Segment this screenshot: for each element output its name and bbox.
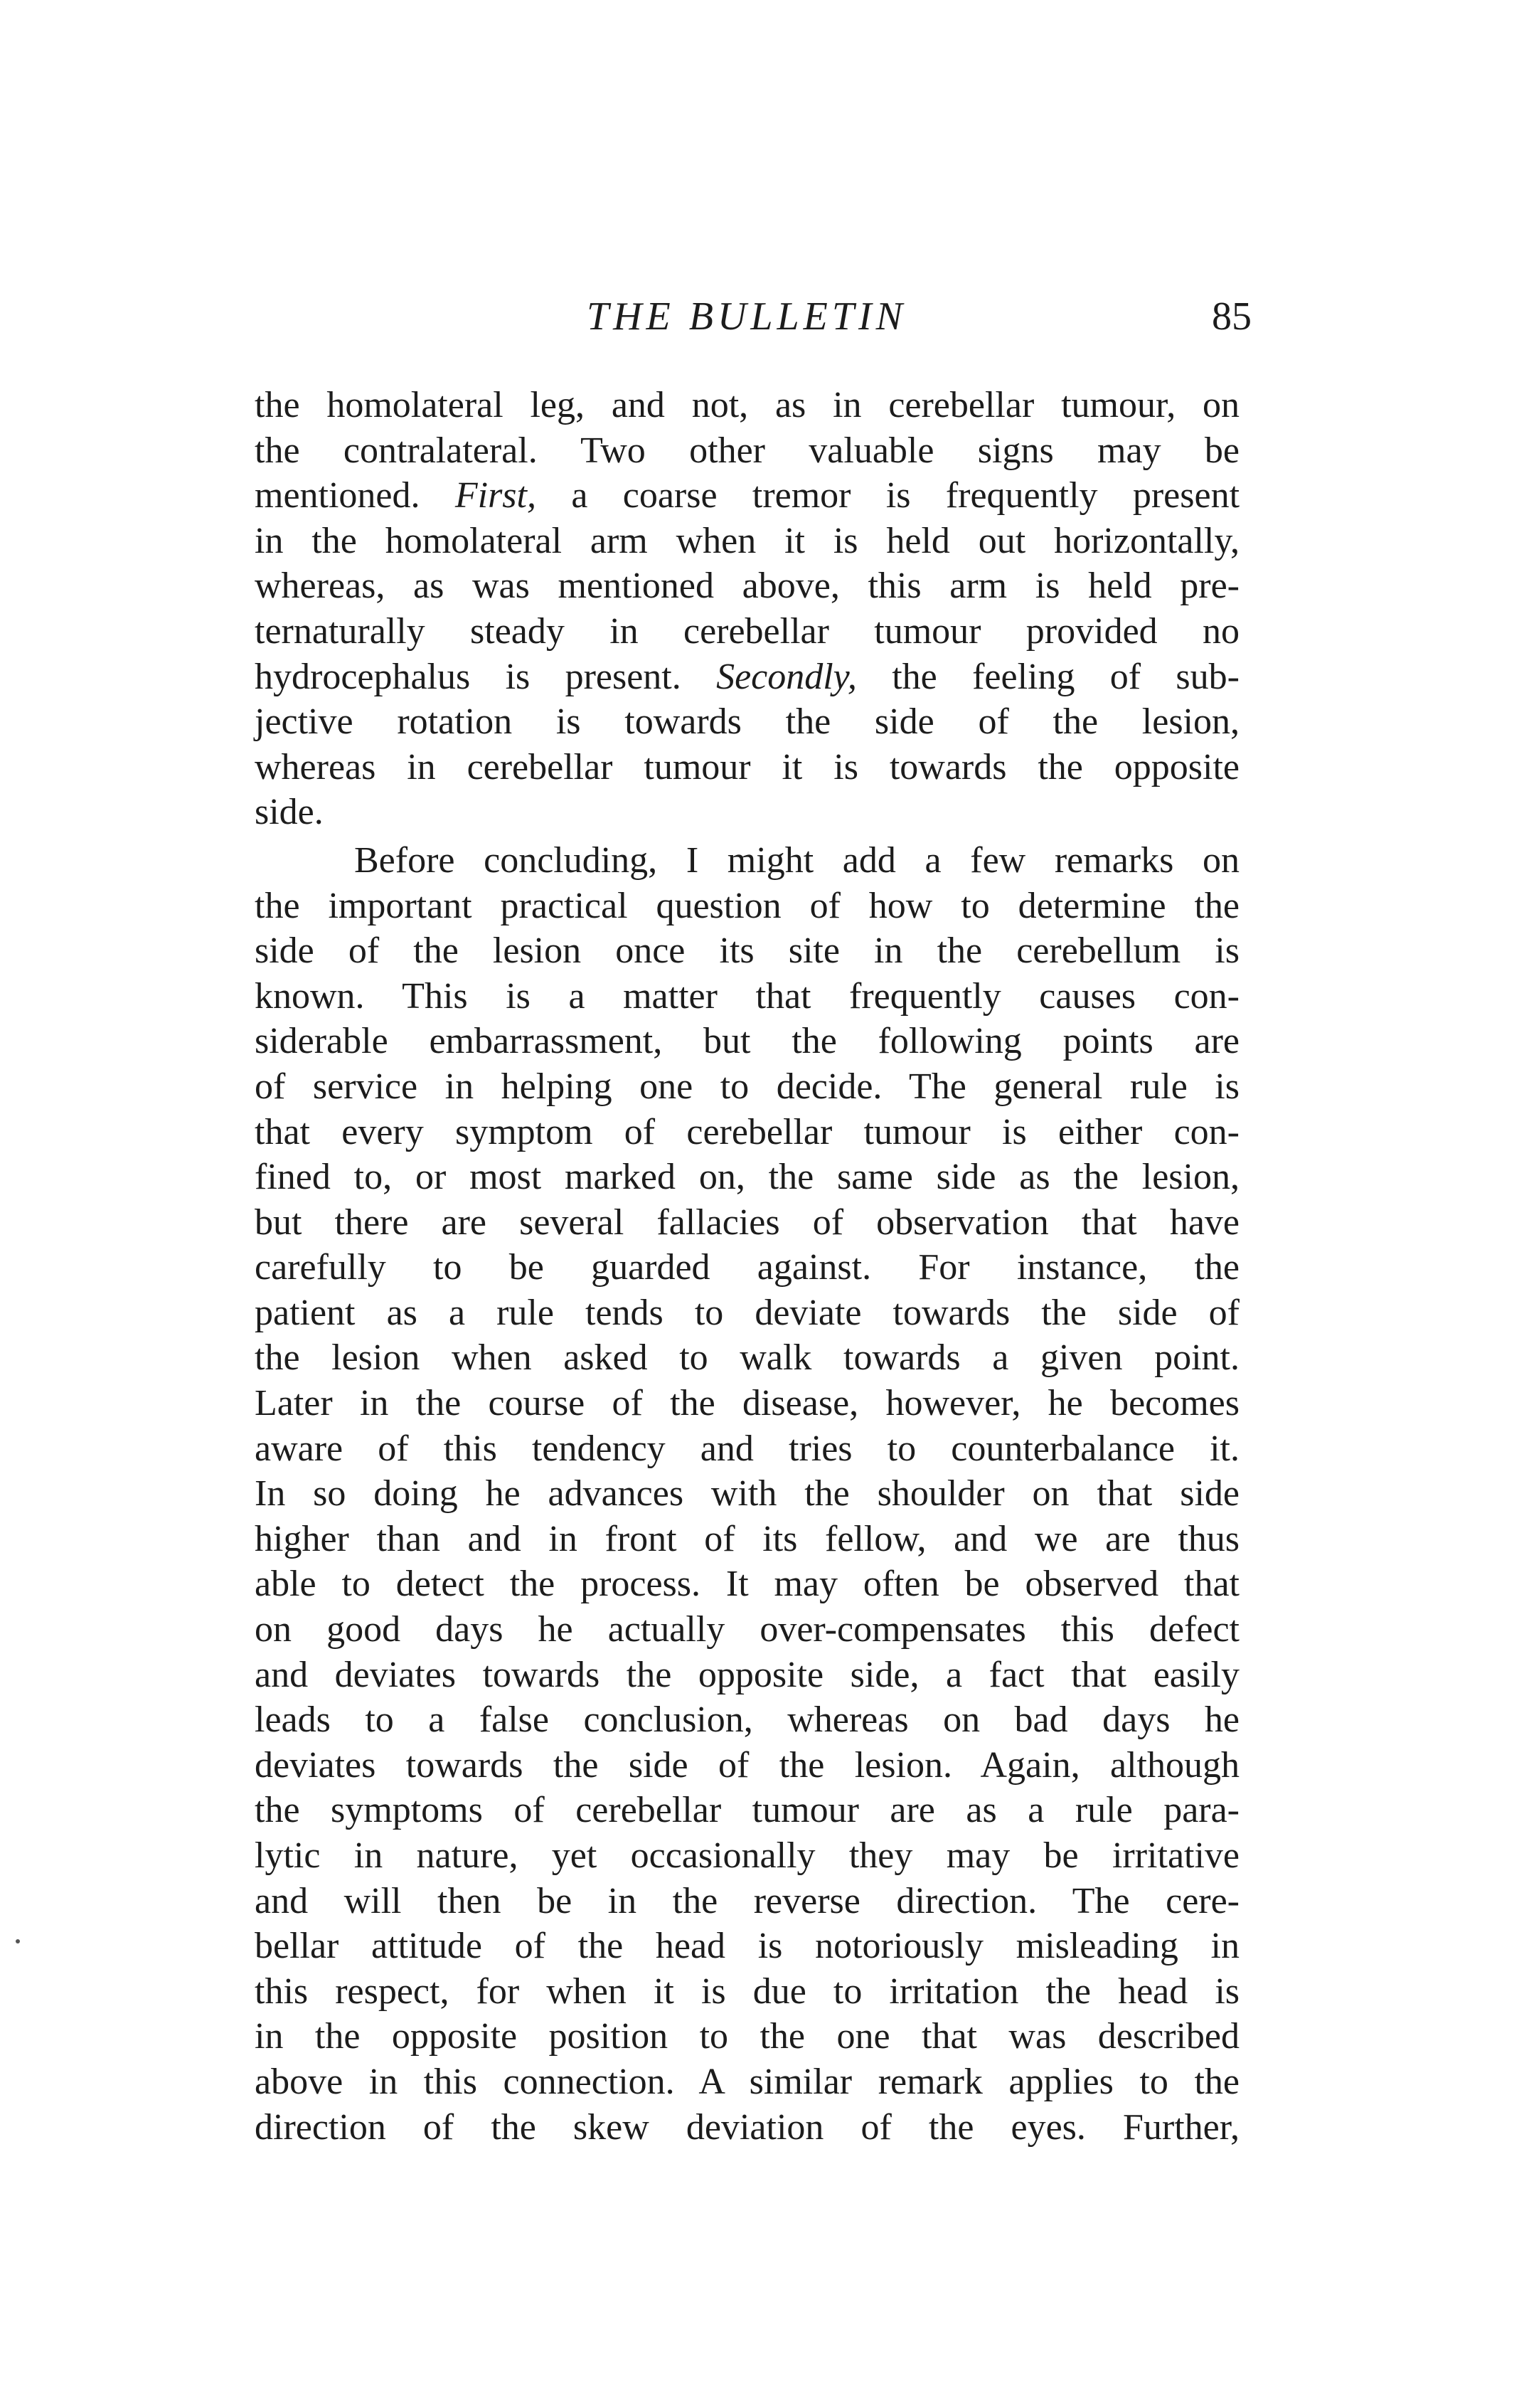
text-line: of service in helping one to decide. The general rule is [255,1066,1240,1107]
text-line: on good days he actually over-compensates this defect [255,1609,1240,1650]
text-fragment: the feeling of sub- [892,656,1240,697]
text-line: fined to, or most marked on, the same side as the lesion, [255,1157,1240,1198]
text-line: the contralateral. Two other valuable signs may be [255,430,1240,471]
text-line: aware of this tendency and tries to counterbalance it. [255,1428,1240,1469]
text-line-composite [255,473,1240,519]
text-line: and deviates towards the opposite side, a fact that easily [255,1654,1240,1695]
text-line: leads to a false conclusion, whereas on bad days he [255,1699,1240,1741]
text-fragment: a coarse tremor is frequently present [571,475,1240,516]
text-line: lytic in nature, yet occasionally they may be irritative [255,1835,1240,1876]
text-line: the important practical question of how to determine the [255,885,1240,926]
text-line: whereas, as was mentioned above, this arm is held pre- [255,566,1240,607]
text-line: this respect, for when it is due to irritation the head is [255,1971,1240,2012]
text-line: patient as a rule tends to deviate towards the side of [255,1292,1240,1333]
text-line: in the opposite position to the one that was described [255,2016,1240,2057]
emphasis-secondly: Secondly, [716,656,857,697]
text-line: side of the lesion once its site in the cerebellum is [255,930,1240,972]
paragraph-2 [255,838,1240,2150]
text-line: In so doing he advances with the shoulder on that side [255,1473,1240,1515]
text-line: carefully to be guarded against. For instance, the [255,1247,1240,1288]
text-line: Before concluding, I might add a few remarks on [354,839,1240,881]
text-line: direction of the skew deviation of the eyes. Further, [255,2106,1240,2148]
text-line: siderable embarrassment, but the following points are [255,1021,1240,1062]
text-fragment: mentioned. [255,475,420,516]
text-line: ternaturally steady in cerebellar tumour provided no [255,610,1240,652]
text-line: side. [255,792,324,833]
text-line: the homolateral leg, and not, as in cerebellar tumour, on [255,385,1240,425]
text-line: and will then be in the reverse direction. The cere- [255,1880,1240,1921]
text-line: but there are several fallacies of observation that have [255,1202,1240,1243]
paragraph-1 [255,383,1240,835]
text-line: higher than and in front of its fellow, and we are thus [255,1518,1240,1559]
running-head [242,285,1252,349]
text-line: deviates towards the side of the lesion. Again, although [255,1744,1240,1786]
text-line: the lesion when asked to walk towards a given point. [255,1337,1240,1379]
text-line: that every symptom of cerebellar tumour is either con- [255,1111,1240,1152]
body-text [255,383,1240,2150]
margin-speck [16,1939,20,1943]
text-line-composite [255,654,1240,700]
text-line: bellar attitude of the head is notoriously misleading in [255,1926,1240,1967]
emphasis-first: First, [454,475,536,516]
text-line: whereas in cerebellar tumour it is towards the opposite [255,746,1240,787]
page-number: 85 [1212,295,1252,339]
text-line: jective rotation is towards the side of the lesion, [255,701,1240,743]
text-line: in the homolateral arm when it is held out horizontally, [255,520,1240,561]
text-line: able to detect the process. It may often be observed that [255,1564,1240,1605]
text-line: Later in the course of the disease, however, he becomes [255,1383,1240,1424]
text-fragment: hydrocephalus is present. [255,656,681,697]
text-line: the symptoms of cerebellar tumour are as a rule para- [255,1790,1240,1831]
running-title: THE BULLETIN [586,295,907,339]
text-line: known. This is a matter that frequently causes con- [255,975,1240,1017]
text-line: above in this connection. A similar remark applies to the [255,2061,1240,2102]
